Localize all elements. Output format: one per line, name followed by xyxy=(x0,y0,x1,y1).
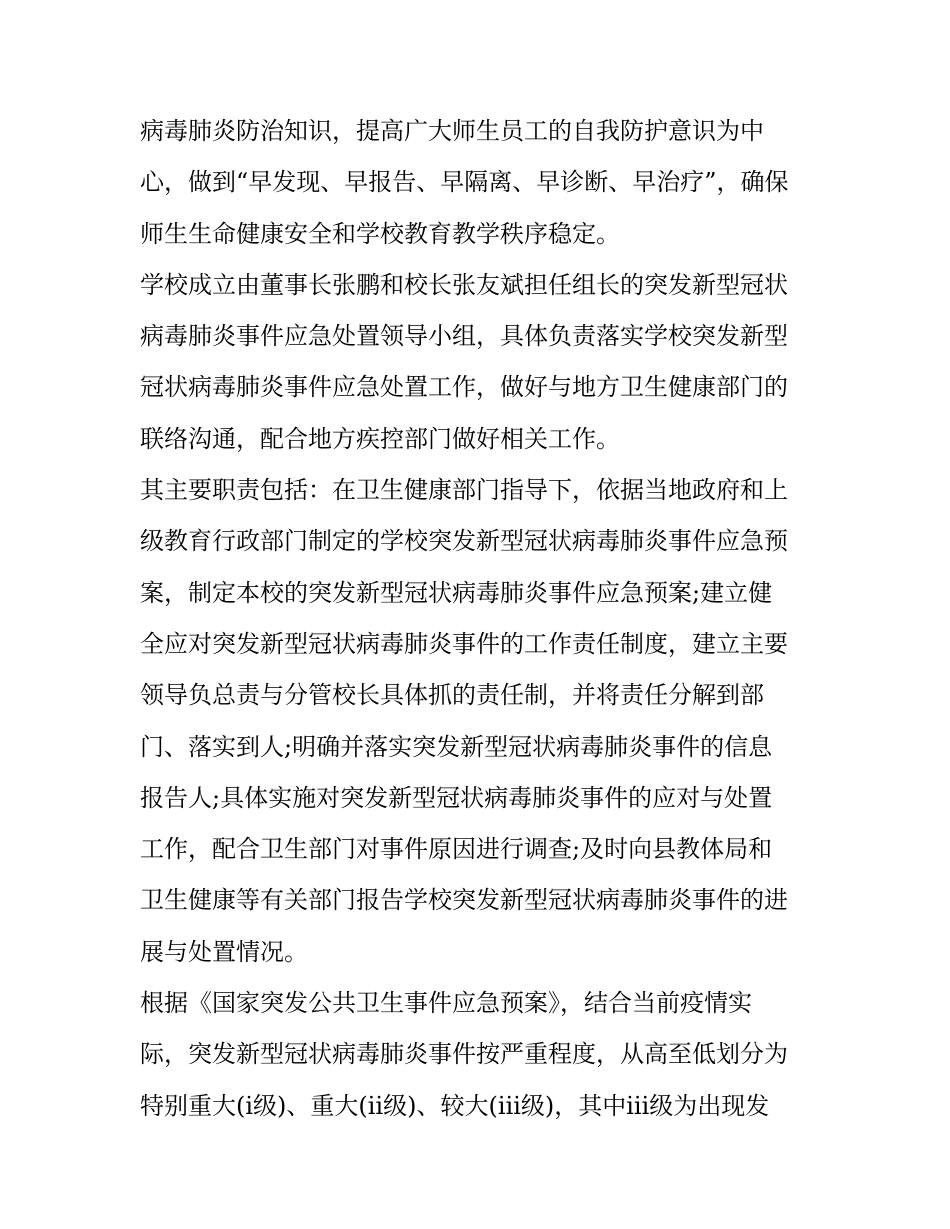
text-line: 病毒肺炎防治知识，提高广大师生员工的自我防护意识为中 xyxy=(140,117,764,145)
text-line: 际，突发新型冠状病毒肺炎事件按严重程度，从高至低划分为 xyxy=(140,1040,788,1069)
text-line: 卫生健康等有关部门报告学校突发新型冠状病毒肺炎事件的进 xyxy=(140,886,788,915)
text-line: 门、落实到人;明确并落实突发新型冠状病毒肺炎事件的信息 xyxy=(140,732,773,761)
text-line: 报告人;具体实施对突发新型冠状病毒肺炎事件的应对与处置 xyxy=(140,783,773,812)
text-line: 工作，配合卫生部门对事件原因进行调查;及时向县教体局和 xyxy=(140,835,773,864)
text-line: 师生生命健康安全和学校教育教学秩序稳定。 xyxy=(140,219,620,248)
text-line: 展与处置情况。 xyxy=(140,937,308,966)
text-line: 案，制定本校的突发新型冠状病毒肺炎事件应急预案;建立健 xyxy=(140,578,773,607)
text-line: 病毒肺炎事件应急处置领导小组，具体负责落实学校突发新型 xyxy=(140,322,788,351)
text-line: 级教育行政部门制定的学校突发新型冠状病毒肺炎事件应急预 xyxy=(140,527,788,556)
text-line: 联络沟通，配合地方疾控部门做好相关工作。 xyxy=(140,424,620,453)
text-line: 心，做到“早发现、早报告、早隔离、早诊断、早治疗”，确保 xyxy=(140,168,789,197)
text-line: 其主要职责包括：在卫生健康部门指导下，依据当地政府和上 xyxy=(140,476,788,505)
text-line: 领导负总责与分管校长具体抓的责任制，并将责任分解到部 xyxy=(140,681,764,710)
text-line: 冠状病毒肺炎事件应急处置工作，做好与地方卫生健康部门的 xyxy=(140,373,788,402)
text-line: 特别重大(ⅰ级)、重大(ⅱ级)、较大(ⅲ级)，其中ⅲ级为出现发 xyxy=(140,1091,770,1120)
body-text xyxy=(140,106,820,1132)
text-line: 全应对突发新型冠状病毒肺炎事件的工作责任制度，建立主要 xyxy=(140,629,788,658)
text-line: 根据《国家突发公共卫生事件应急预案》，结合当前疫情实 xyxy=(140,989,752,1018)
text-line: 学校成立由董事长张鹏和校长张友斌担任组长的突发新型冠状 xyxy=(140,270,788,299)
